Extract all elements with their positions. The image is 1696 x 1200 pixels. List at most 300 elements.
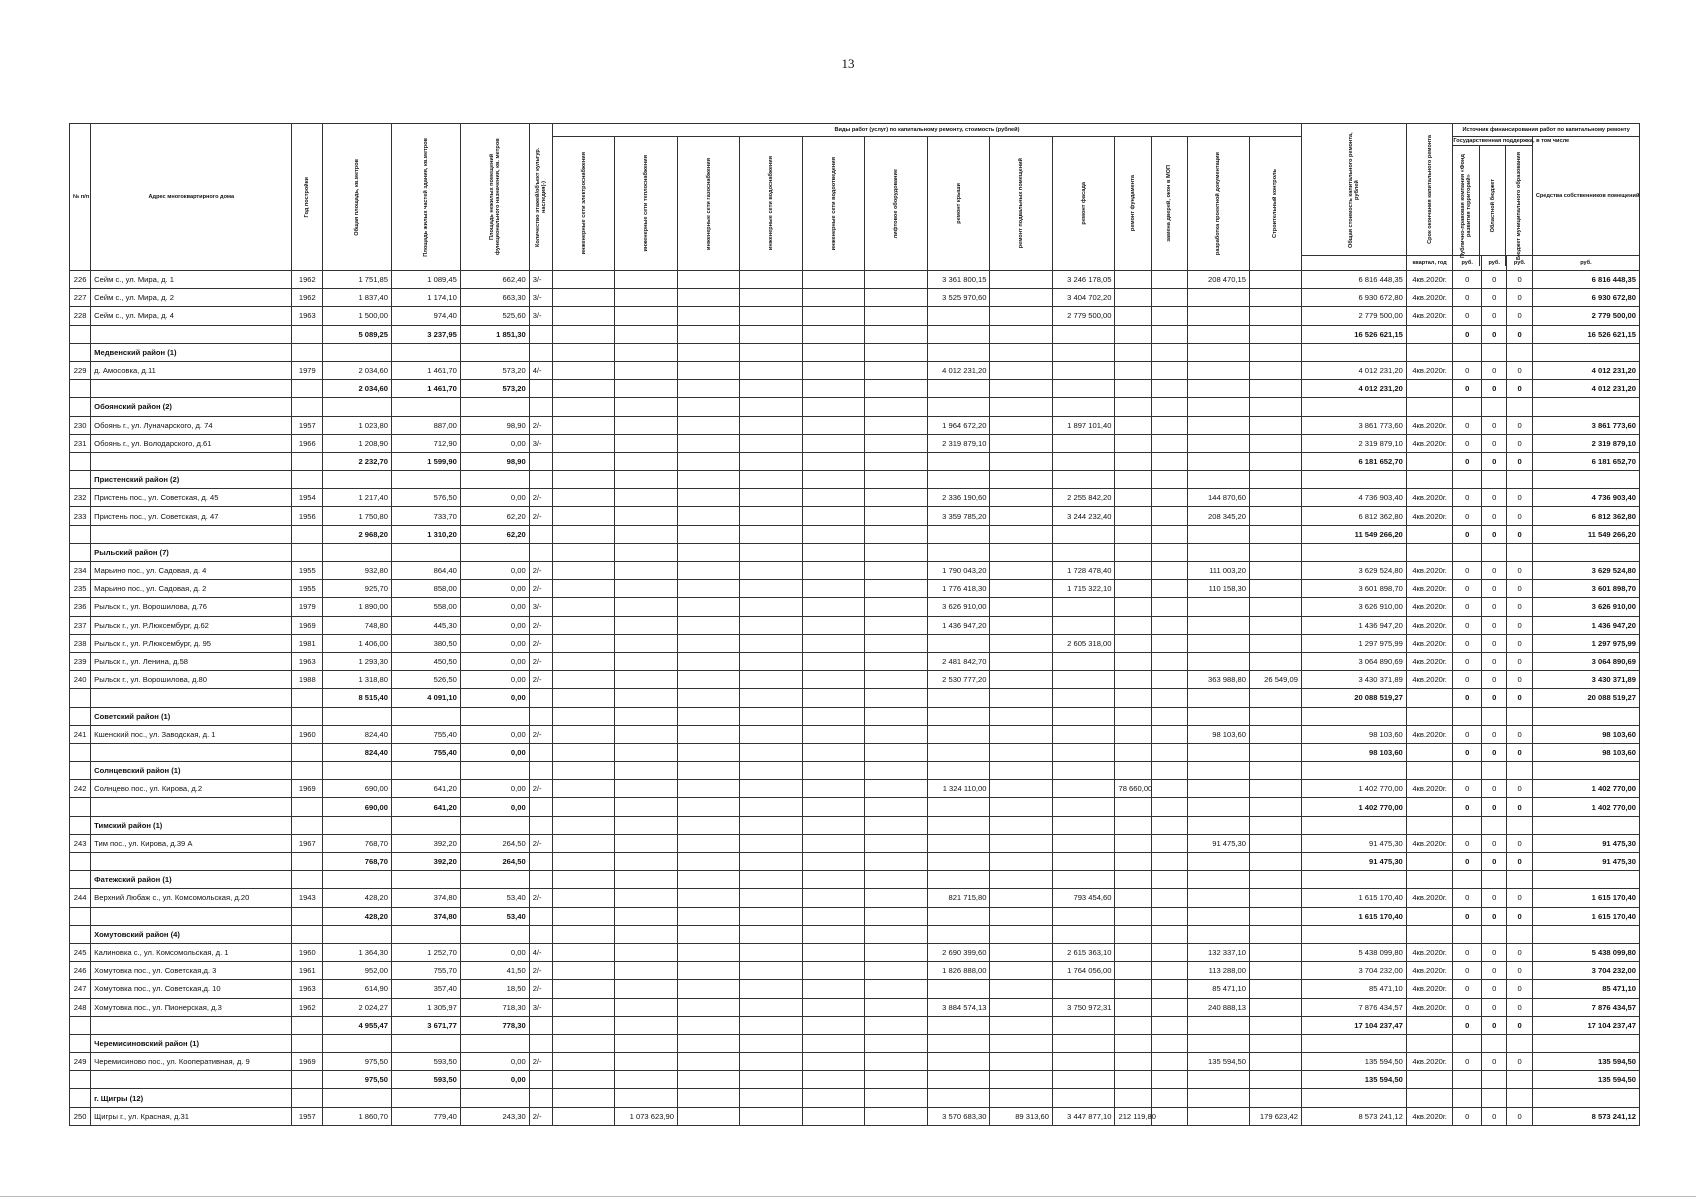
cell-work-lift	[865, 452, 928, 470]
cell-owners: 4 736 903,40	[1532, 489, 1639, 507]
cell-total-cost: 6 181 652,70	[1301, 452, 1406, 470]
header-work-8	[1052, 137, 1115, 271]
cell-work-design: 113 288,00	[1187, 962, 1250, 980]
cell-work-elec	[552, 525, 615, 543]
cell-empty	[292, 762, 323, 780]
district-name: Советский район (1)	[91, 707, 292, 725]
cell-work-elec	[552, 1107, 615, 1125]
cell-deadline: 4кв.2020г.	[1406, 671, 1453, 689]
cell-regional: 0	[1482, 834, 1507, 852]
cell-work-lift	[865, 652, 928, 670]
cell-living-area: 392,20	[392, 853, 461, 871]
cell-fund: 0	[1453, 325, 1482, 343]
cell-empty	[1052, 816, 1115, 834]
cell-work-sewer	[802, 580, 865, 598]
cell-work-base	[990, 689, 1053, 707]
cell-municipal: 0	[1507, 980, 1532, 998]
cell-work-doors	[1151, 580, 1187, 598]
table-row	[70, 652, 1640, 670]
header-work-0	[552, 137, 615, 271]
table-row	[70, 361, 1640, 379]
cell-floors: 2/-	[529, 562, 552, 580]
cell-empty	[865, 707, 928, 725]
cell-empty	[1115, 471, 1151, 489]
cell-deadline: 4кв.2020г.	[1406, 943, 1453, 961]
cell-nonliving-area: 62,20	[460, 525, 529, 543]
cell-work-doors	[1151, 998, 1187, 1016]
cell-work-lift	[865, 1016, 928, 1034]
cell-empty	[740, 398, 803, 416]
cell-work-water	[740, 380, 803, 398]
cell-year: 1943	[292, 889, 323, 907]
cell-empty	[1532, 925, 1639, 943]
cell-empty	[677, 543, 740, 561]
cell-work-design: 135 594,50	[1187, 1053, 1250, 1071]
header-work-12-text: Строительный контроль	[1272, 169, 1279, 238]
cell-empty	[1250, 1034, 1302, 1052]
cell-municipal: 0	[1507, 889, 1532, 907]
cell-work-design: 85 471,10	[1187, 980, 1250, 998]
cell-living-area: 3 237,95	[392, 325, 461, 343]
cell-work-base	[990, 325, 1053, 343]
cell-deadline	[1406, 1071, 1453, 1089]
cell-work-lift	[865, 834, 928, 852]
cell-empty	[529, 707, 552, 725]
cell-empty	[323, 1089, 392, 1107]
cell-floors	[529, 743, 552, 761]
cell-total-area: 952,00	[323, 962, 392, 980]
cell-work-found	[1115, 834, 1151, 852]
cell-work-elec	[552, 325, 615, 343]
cell-work-elec	[552, 798, 615, 816]
cell-municipal: 0	[1507, 780, 1532, 798]
cell-work-found: 212 119,80	[1115, 1107, 1151, 1125]
cell-work-sewer	[802, 743, 865, 761]
cell-nonliving-area: 778,30	[460, 1016, 529, 1034]
cell-empty	[529, 762, 552, 780]
cell-address: Рыльск г., ул. Ворошилова, д.80	[91, 671, 292, 689]
cell-empty	[552, 398, 615, 416]
cell-work-elec	[552, 507, 615, 525]
cell-work-doors	[1151, 507, 1187, 525]
cell-work-control	[1250, 598, 1302, 616]
cell-municipal: 0	[1507, 416, 1532, 434]
district-row	[70, 871, 1640, 889]
cell-owners: 91 475,30	[1532, 853, 1639, 871]
header-row-1	[70, 124, 1640, 137]
cell-work-gas	[677, 307, 740, 325]
cell-work-sewer	[802, 907, 865, 925]
cell-empty	[552, 707, 615, 725]
cell-work-elec	[552, 489, 615, 507]
cell-total-area: 768,70	[323, 834, 392, 852]
cell-empty	[740, 871, 803, 889]
cell-work-found	[1115, 943, 1151, 961]
header-state-support	[1453, 137, 1570, 260]
cell-num: 226	[70, 271, 91, 289]
cell-empty	[1115, 1089, 1151, 1107]
cell-work-lift	[865, 943, 928, 961]
cell-empty	[1482, 1034, 1507, 1052]
header-nonliving-area	[460, 124, 529, 271]
cell-year: 1961	[292, 962, 323, 980]
cell-address: Обоянь г., ул. Володарского, д.61	[91, 434, 292, 452]
cell-work-sewer	[802, 980, 865, 998]
cell-empty	[1532, 471, 1639, 489]
cell-nonliving-area: 0,00	[460, 598, 529, 616]
cell-empty	[677, 1089, 740, 1107]
cell-work-elec	[552, 671, 615, 689]
cell-empty	[802, 1034, 865, 1052]
cell-floors: 3/-	[529, 598, 552, 616]
cell-work-heat	[615, 525, 678, 543]
cell-living-area: 526,50	[392, 671, 461, 689]
cell-work-sewer	[802, 271, 865, 289]
cell-work-lift	[865, 980, 928, 998]
cell-work-found	[1115, 889, 1151, 907]
cell-num	[70, 1034, 91, 1052]
cell-empty	[292, 398, 323, 416]
cell-work-control	[1250, 452, 1302, 470]
cell-work-doors	[1151, 271, 1187, 289]
cell-work-facade	[1052, 907, 1115, 925]
cell-work-doors	[1151, 1053, 1187, 1071]
cell-work-lift	[865, 271, 928, 289]
cell-empty	[392, 1034, 461, 1052]
cell-deadline: 4кв.2020г.	[1406, 361, 1453, 379]
cell-work-control	[1250, 907, 1302, 925]
cell-work-control	[1250, 943, 1302, 961]
cell-total-cost: 1 402 770,00	[1301, 780, 1406, 798]
cell-municipal: 0	[1507, 853, 1532, 871]
cell-deadline: 4кв.2020г.	[1406, 562, 1453, 580]
cell-work-sewer	[802, 834, 865, 852]
cell-num	[70, 1089, 91, 1107]
cell-total-area: 975,50	[323, 1053, 392, 1071]
cell-regional: 0	[1482, 562, 1507, 580]
cell-living-area: 380,50	[392, 634, 461, 652]
cell-empty	[1453, 762, 1482, 780]
cell-total-area: 2 968,20	[323, 525, 392, 543]
cell-num	[70, 871, 91, 889]
cell-total-area: 1 208,90	[323, 434, 392, 452]
cell-fund: 0	[1453, 689, 1482, 707]
cell-empty	[677, 707, 740, 725]
cell-work-water	[740, 525, 803, 543]
cell-address	[91, 452, 292, 470]
cell-work-roof: 1 790 043,20	[927, 562, 990, 580]
cell-work-roof: 1 826 888,00	[927, 962, 990, 980]
cell-work-water	[740, 1071, 803, 1089]
cell-empty	[323, 925, 392, 943]
cell-work-lift	[865, 743, 928, 761]
cell-owners: 3 430 371,89	[1532, 671, 1639, 689]
cell-work-facade	[1052, 452, 1115, 470]
cell-empty	[990, 816, 1053, 834]
cell-empty	[1453, 343, 1482, 361]
cell-floors	[529, 325, 552, 343]
cell-work-roof	[927, 798, 990, 816]
cell-empty	[1052, 398, 1115, 416]
cell-empty	[1052, 762, 1115, 780]
district-row	[70, 925, 1640, 943]
cell-municipal: 0	[1507, 943, 1532, 961]
cell-num	[70, 798, 91, 816]
cell-owners: 91 475,30	[1532, 834, 1639, 852]
district-name: Тимский район (1)	[91, 816, 292, 834]
cell-total-cost: 98 103,60	[1301, 725, 1406, 743]
cell-work-water	[740, 361, 803, 379]
cell-owners: 5 438 099,80	[1532, 943, 1639, 961]
cell-work-lift	[865, 562, 928, 580]
cell-living-area: 374,80	[392, 907, 461, 925]
cell-work-roof	[927, 1016, 990, 1034]
unit-municipal: руб.	[1507, 256, 1532, 271]
cell-work-base	[990, 980, 1053, 998]
cell-work-water	[740, 434, 803, 452]
cell-empty	[529, 471, 552, 489]
cell-empty	[1507, 816, 1532, 834]
cell-work-water	[740, 652, 803, 670]
cell-work-heat	[615, 598, 678, 616]
unit-regional: руб.	[1482, 256, 1507, 271]
cell-regional	[1482, 1071, 1507, 1089]
cell-year	[292, 743, 323, 761]
cell-total-cost: 85 471,10	[1301, 980, 1406, 998]
cell-empty	[529, 1089, 552, 1107]
cell-living-area: 1 089,45	[392, 271, 461, 289]
cell-year	[292, 689, 323, 707]
cell-floors: 2/-	[529, 725, 552, 743]
cell-fund: 0	[1453, 907, 1482, 925]
cell-work-control	[1250, 380, 1302, 398]
cell-num	[70, 525, 91, 543]
cell-deadline: 4кв.2020г.	[1406, 889, 1453, 907]
cell-empty	[1115, 543, 1151, 561]
cell-empty	[1453, 816, 1482, 834]
unit-owners: руб.	[1532, 256, 1639, 271]
cell-work-heat	[615, 580, 678, 598]
cell-empty	[1250, 871, 1302, 889]
header-work-7	[990, 137, 1053, 271]
cell-deadline	[1406, 853, 1453, 871]
header-work-12	[1250, 137, 1302, 271]
cell-work-heat	[615, 489, 678, 507]
cell-work-sewer	[802, 380, 865, 398]
cell-total-area: 690,00	[323, 798, 392, 816]
cell-address: Щигры г., ул. Красная, д.31	[91, 1107, 292, 1125]
cell-empty	[802, 1089, 865, 1107]
cell-municipal	[1507, 1071, 1532, 1089]
cell-deadline: 4кв.2020г.	[1406, 434, 1453, 452]
cell-empty	[1532, 543, 1639, 561]
cell-empty	[323, 543, 392, 561]
cell-work-water	[740, 616, 803, 634]
cell-floors: 2/-	[529, 416, 552, 434]
cell-work-control	[1250, 962, 1302, 980]
cell-num: 240	[70, 671, 91, 689]
cell-empty	[740, 543, 803, 561]
cell-empty	[1406, 1034, 1453, 1052]
cell-work-gas	[677, 943, 740, 961]
cell-municipal: 0	[1507, 307, 1532, 325]
cell-living-area: 858,00	[392, 580, 461, 598]
cell-total-cost: 2 779 500,00	[1301, 307, 1406, 325]
cell-num: 239	[70, 652, 91, 670]
cell-work-base	[990, 725, 1053, 743]
cell-work-doors	[1151, 1107, 1187, 1125]
cell-num	[70, 853, 91, 871]
header-living-area	[392, 124, 461, 271]
cell-owners: 1 402 770,00	[1532, 780, 1639, 798]
cell-work-lift	[865, 725, 928, 743]
header-total-cost-text: Общая стоимость капитального ремонта, рублей	[1347, 131, 1360, 248]
cell-empty	[392, 707, 461, 725]
cell-empty	[529, 543, 552, 561]
cell-work-control	[1250, 652, 1302, 670]
cell-num: 228	[70, 307, 91, 325]
cell-work-roof	[927, 1053, 990, 1071]
cell-empty	[1301, 707, 1406, 725]
cell-work-doors	[1151, 780, 1187, 798]
cell-work-heat	[615, 616, 678, 634]
cell-work-gas	[677, 725, 740, 743]
cell-work-lift	[865, 325, 928, 343]
cell-work-gas	[677, 1071, 740, 1089]
cell-work-base	[990, 507, 1053, 525]
cell-work-gas	[677, 798, 740, 816]
cell-work-heat	[615, 452, 678, 470]
cell-empty	[615, 398, 678, 416]
cell-owners: 7 876 434,57	[1532, 998, 1639, 1016]
cell-floors: 2/-	[529, 652, 552, 670]
cell-work-base	[990, 1053, 1053, 1071]
cell-empty	[552, 543, 615, 561]
cell-work-base	[990, 998, 1053, 1016]
cell-work-lift	[865, 416, 928, 434]
cell-total-area: 1 406,00	[323, 634, 392, 652]
cell-work-design: 363 988,80	[1187, 671, 1250, 689]
cell-empty	[677, 1034, 740, 1052]
cell-work-found	[1115, 361, 1151, 379]
header-municipal-text: Бюджет муниципального образования	[1516, 152, 1523, 260]
header-work-8-text: ремонт фасада	[1080, 182, 1087, 225]
cell-empty	[1151, 1034, 1187, 1052]
cell-nonliving-area: 53,40	[460, 907, 529, 925]
cell-total-cost: 4 012 231,20	[1301, 380, 1406, 398]
cell-work-gas	[677, 689, 740, 707]
cell-work-roof	[927, 743, 990, 761]
cell-empty	[865, 1089, 928, 1107]
district-row	[70, 343, 1640, 361]
cell-work-doors	[1151, 289, 1187, 307]
cell-empty	[1482, 707, 1507, 725]
cell-work-gas	[677, 271, 740, 289]
cell-empty	[1507, 707, 1532, 725]
cell-empty	[552, 925, 615, 943]
cell-empty	[927, 816, 990, 834]
cell-fund: 0	[1453, 416, 1482, 434]
cell-empty	[677, 871, 740, 889]
cell-work-gas	[677, 434, 740, 452]
cell-empty	[1453, 1034, 1482, 1052]
cell-work-found	[1115, 325, 1151, 343]
cell-address: Марьино пос., ул. Садовая, д. 2	[91, 580, 292, 598]
cell-total-area: 1 860,70	[323, 1107, 392, 1125]
cell-work-elec	[552, 271, 615, 289]
cell-empty	[552, 1034, 615, 1052]
cell-empty	[292, 1034, 323, 1052]
cell-empty	[392, 1089, 461, 1107]
cell-empty	[1151, 471, 1187, 489]
cell-work-control	[1250, 889, 1302, 907]
cell-empty	[802, 398, 865, 416]
cell-total-cost: 2 319 879,10	[1301, 434, 1406, 452]
cell-empty	[460, 762, 529, 780]
district-row	[70, 1089, 1640, 1107]
cell-work-heat	[615, 980, 678, 998]
cell-work-heat	[615, 307, 678, 325]
cell-work-base	[990, 671, 1053, 689]
cell-total-cost: 98 103,60	[1301, 743, 1406, 761]
cell-empty	[1187, 543, 1250, 561]
cell-work-doors	[1151, 489, 1187, 507]
cell-owners: 3 629 524,80	[1532, 562, 1639, 580]
cell-empty	[740, 1089, 803, 1107]
header-deadline-text: Срок окончания капитального ремонта	[1426, 135, 1433, 244]
district-name: Черемисиновский район (1)	[91, 1034, 292, 1052]
cell-work-design: 111 003,20	[1187, 562, 1250, 580]
cell-work-elec	[552, 1071, 615, 1089]
cell-work-roof: 2 530 777,20	[927, 671, 990, 689]
cell-total-area: 1 837,40	[323, 289, 392, 307]
cell-work-control	[1250, 853, 1302, 871]
cell-floors: 4/-	[529, 361, 552, 379]
cell-work-base	[990, 452, 1053, 470]
cell-total-cost: 1 436 947,20	[1301, 616, 1406, 634]
cell-work-control	[1250, 689, 1302, 707]
cell-work-lift	[865, 634, 928, 652]
cell-empty	[1301, 398, 1406, 416]
cell-empty	[1187, 343, 1250, 361]
cell-empty	[615, 871, 678, 889]
cell-empty	[1052, 543, 1115, 561]
cell-work-doors	[1151, 943, 1187, 961]
cell-work-lift	[865, 489, 928, 507]
cell-municipal: 0	[1507, 598, 1532, 616]
cell-owners: 98 103,60	[1532, 743, 1639, 761]
cell-work-roof: 1 776 418,30	[927, 580, 990, 598]
cell-living-area: 1 461,70	[392, 361, 461, 379]
cell-work-water	[740, 689, 803, 707]
cell-total-area: 4 955,47	[323, 1016, 392, 1034]
cell-fund: 0	[1453, 725, 1482, 743]
cell-work-roof	[927, 980, 990, 998]
cell-total-cost: 20 088 519,27	[1301, 689, 1406, 707]
cell-num	[70, 743, 91, 761]
cell-year: 1963	[292, 307, 323, 325]
cell-work-facade	[1052, 689, 1115, 707]
cell-work-base	[990, 907, 1053, 925]
cell-address: Сейм с., ул. Мира, д. 1	[91, 271, 292, 289]
cell-work-found: 78 660,00	[1115, 780, 1151, 798]
cell-municipal: 0	[1507, 1016, 1532, 1034]
cell-work-sewer	[802, 361, 865, 379]
cell-municipal: 0	[1507, 725, 1532, 743]
cell-work-doors	[1151, 616, 1187, 634]
cell-work-found	[1115, 489, 1151, 507]
cell-empty	[323, 398, 392, 416]
